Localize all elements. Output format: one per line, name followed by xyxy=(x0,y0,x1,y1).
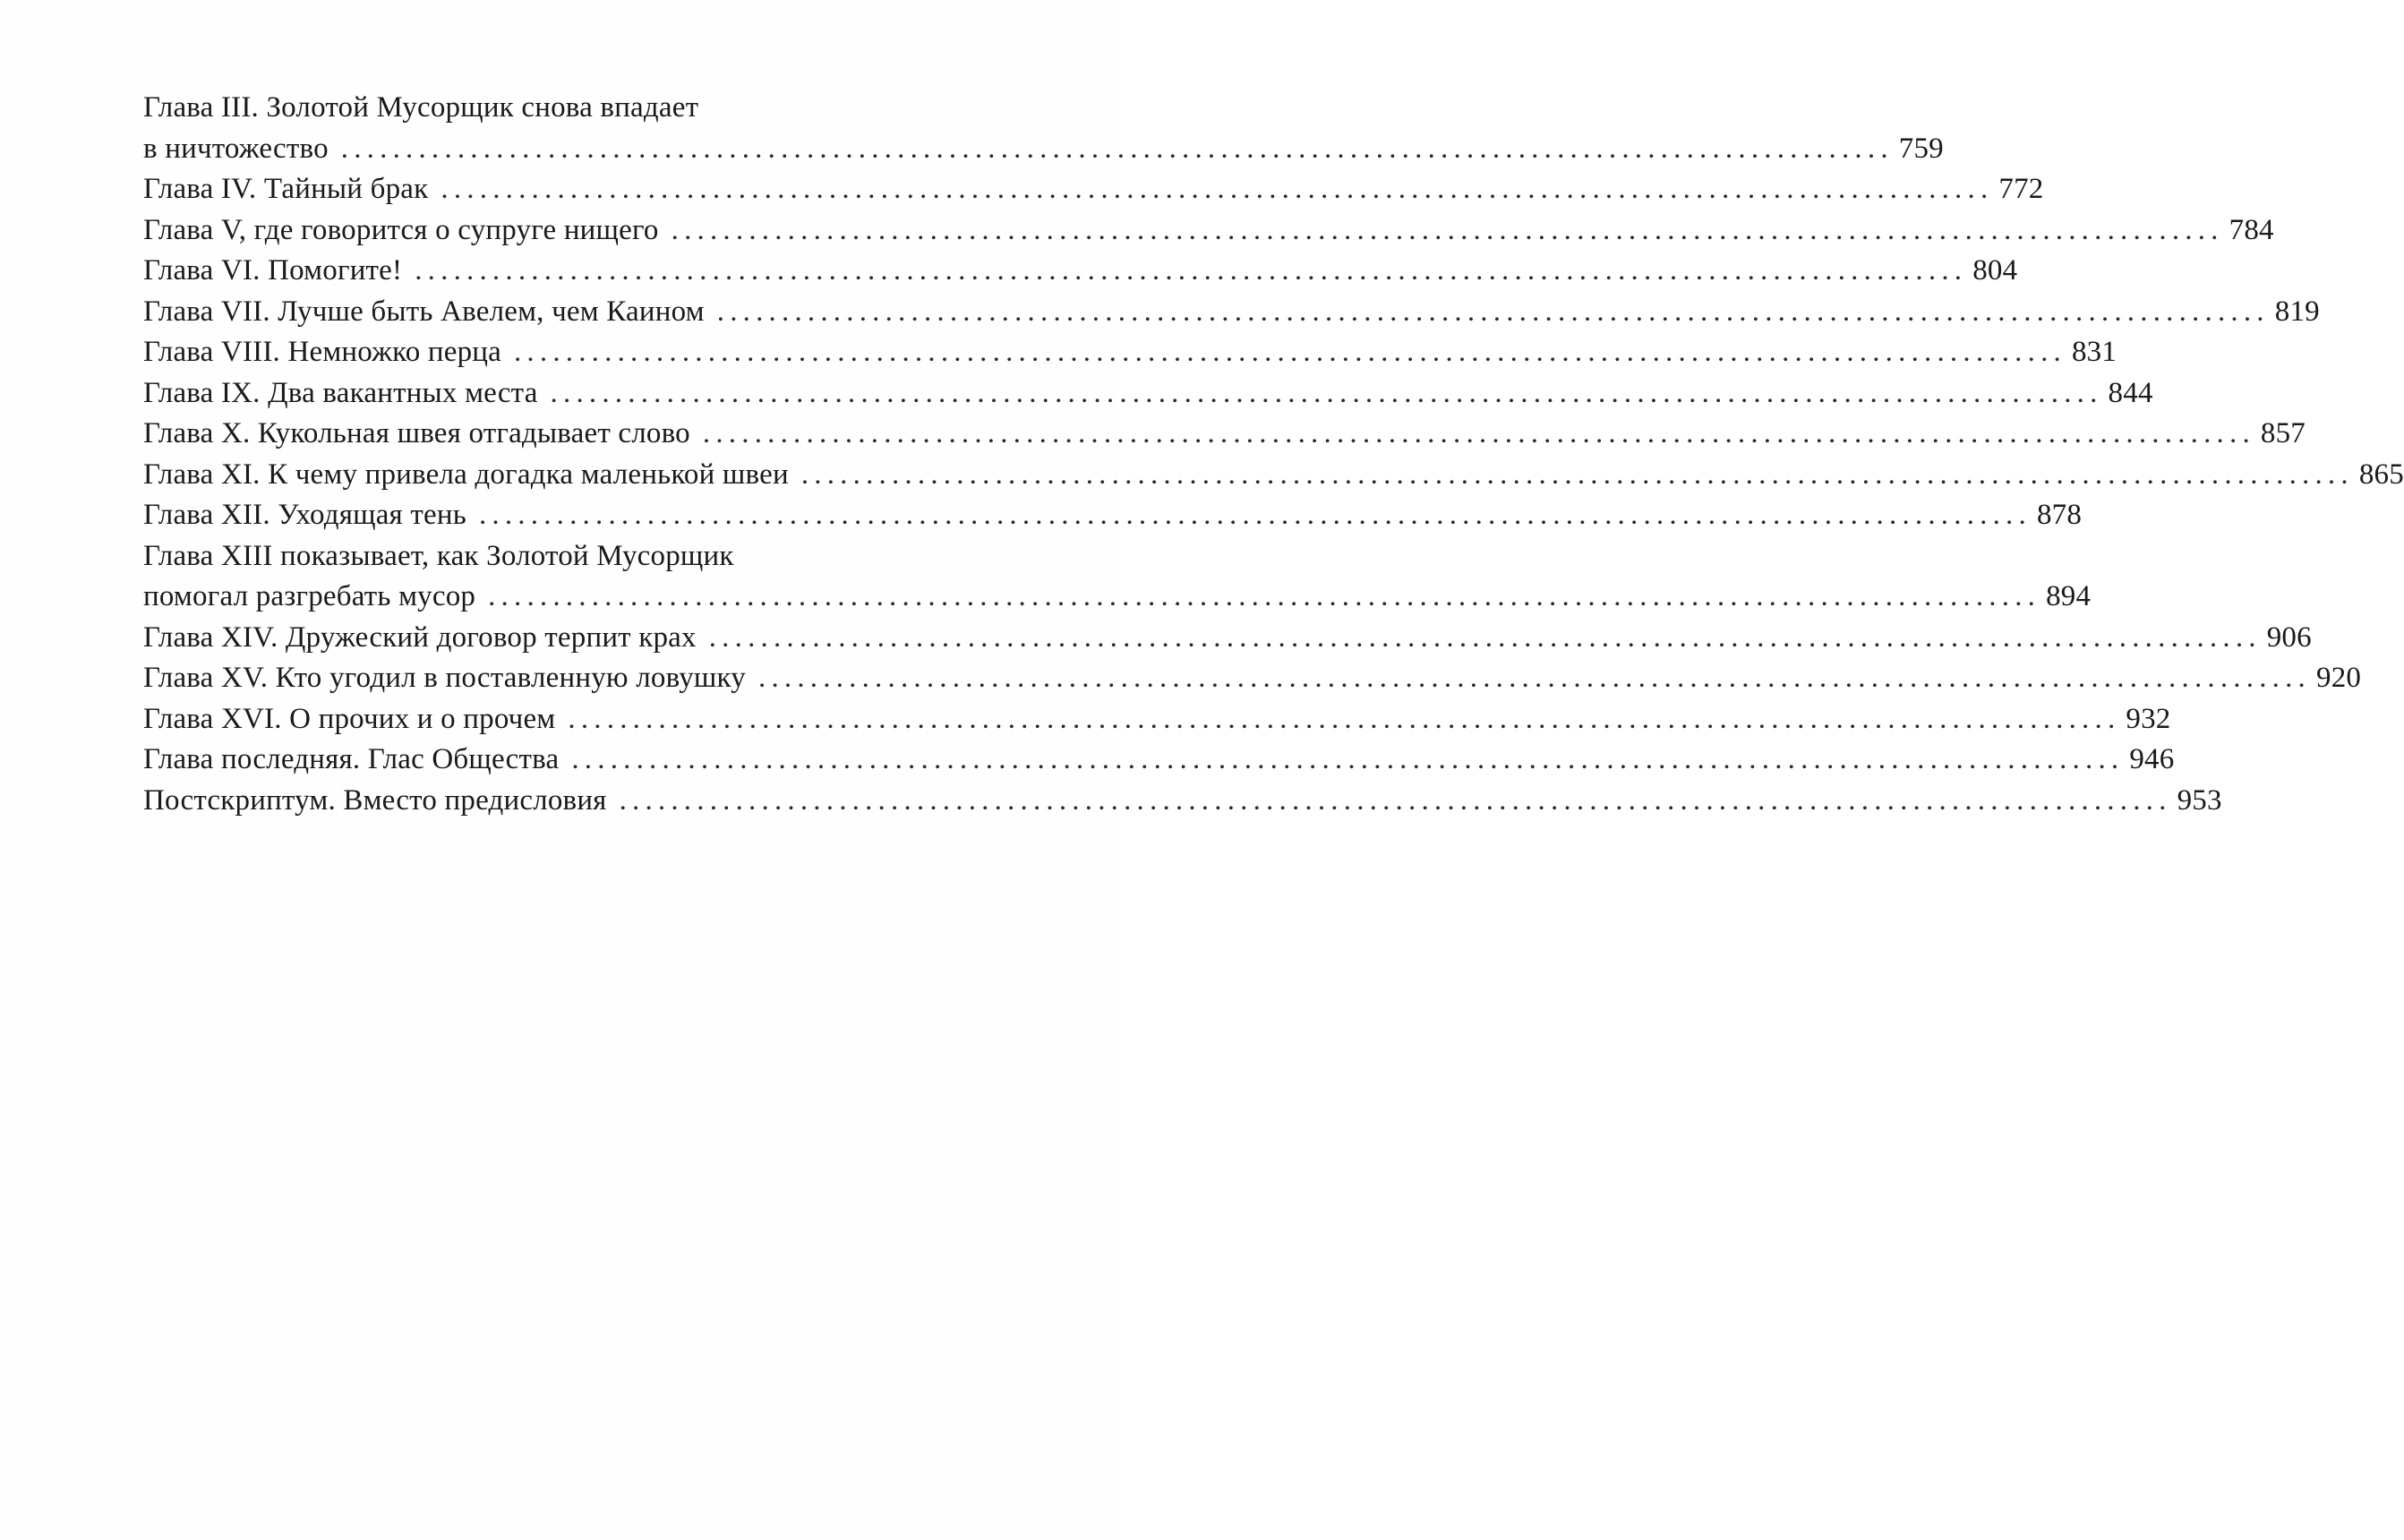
dot-leader: ........................................................................................................................ xyxy=(671,213,2224,246)
toc-entry-page-number: 831 xyxy=(2071,336,2117,368)
toc-entry-title-line: помогал разгребать мусор xyxy=(143,580,476,612)
toc-entry-page-number: 894 xyxy=(2046,580,2092,612)
toc-entry-title-line: Глава VI. Помогите! xyxy=(143,254,403,287)
toc-entry-page-number: 819 xyxy=(2274,295,2320,328)
toc-entry-page-number: 946 xyxy=(2129,743,2175,775)
toc-entry-title-line: Глава IX. Два вакантных места xyxy=(143,376,538,409)
toc-entry-page-number: 772 xyxy=(1998,173,2044,205)
dot-leader: ........................................................................................................................ xyxy=(800,458,2354,491)
dot-leader: ........................................................................................................................ xyxy=(415,254,1968,287)
table-of-contents xyxy=(143,88,2404,821)
toc-entry-last-line xyxy=(143,699,2171,740)
toc-entry xyxy=(143,292,2320,333)
toc-entry-page-number: 759 xyxy=(1898,132,1944,165)
dot-leader: ........................................................................................................................ xyxy=(488,580,2041,612)
toc-entry xyxy=(143,455,2404,496)
toc-entry-last-line xyxy=(143,455,2404,496)
toc-entry-title-line: Глава XII. Уходящая тень xyxy=(143,499,466,531)
toc-entry-title-line: Глава VIII. Немножко перца xyxy=(143,336,501,368)
toc-entry-last-line xyxy=(143,740,2175,781)
toc-entry-last-line xyxy=(143,169,2044,210)
dot-leader: ........................................................................................................................ xyxy=(478,499,2032,531)
toc-entry-page-number: 906 xyxy=(2266,620,2312,654)
dot-leader: ........................................................................................................................ xyxy=(441,173,1994,205)
toc-entry-last-line xyxy=(143,251,2018,292)
toc-entry-title-line: Глава XVI. О прочих и о прочем xyxy=(143,702,556,735)
toc-entry-title-line: Глава X. Кукольная швея отгадывает слово xyxy=(143,417,690,449)
toc-entry-last-line xyxy=(143,292,2320,333)
toc-entry-title-line: Глава III. Золотой Мусорщик снова впадает xyxy=(143,91,699,124)
toc-entry xyxy=(143,699,2171,740)
toc-entry xyxy=(143,658,2362,699)
toc-entry-page-number: 920 xyxy=(2316,662,2362,694)
toc-entry-page-number: 878 xyxy=(2036,499,2083,531)
toc-entry xyxy=(143,495,2083,536)
toc-entry-page-number: 865 xyxy=(2358,458,2404,491)
toc-entry xyxy=(143,618,2312,659)
toc-entry xyxy=(143,781,2222,822)
toc-entry xyxy=(143,414,2306,455)
toc-entry xyxy=(143,169,2044,210)
toc-entry-title-line: Глава XIV. Дружеский договор терпит крах xyxy=(143,620,697,654)
dot-leader: ........................................................................................................................ xyxy=(340,132,1894,165)
toc-entry-title-line: Глава V, где говорится о супруге нищего xyxy=(143,213,659,246)
toc-entry xyxy=(143,88,1944,169)
toc-entry-last-line xyxy=(143,781,2222,822)
toc-entry-last-line xyxy=(143,577,2092,618)
toc-entry xyxy=(143,332,2117,373)
toc-entry-last-line xyxy=(143,210,2274,252)
toc-entry-title-line: Глава VII. Лучше быть Авелем, чем Каином xyxy=(143,295,705,328)
dot-leader: ........................................................................................................................ xyxy=(716,295,2270,328)
dot-leader: ........................................................................................................................ xyxy=(568,702,2121,735)
dot-leader: ........................................................................................................................ xyxy=(702,417,2255,449)
toc-entry-title-line: Глава XV. Кто угодил в поставленную ловушку xyxy=(143,662,746,694)
toc-entry-title-line: Глава XI. К чему привела догадка маленькой швеи xyxy=(143,458,789,491)
toc-entry-page-number: 784 xyxy=(2229,213,2274,246)
toc-entry xyxy=(143,373,2153,415)
dot-leader: ........................................................................................................................ xyxy=(571,743,2125,775)
dot-leader: ........................................................................................................................ xyxy=(550,376,2103,409)
toc-entry-title-line: Глава последняя. Глас Общества xyxy=(143,743,560,775)
toc-entry-last-line xyxy=(143,373,2153,415)
toc-entry-page-number: 932 xyxy=(2126,702,2171,735)
dot-leader: ........................................................................................................................ xyxy=(619,783,2172,817)
toc-entry-title-line: Постскриптум. Вместо предисловия xyxy=(143,783,607,817)
toc-entry xyxy=(143,251,2018,292)
toc-entry-page-number: 844 xyxy=(2108,376,2153,409)
toc-entry-title-line: Глава XIII показывает, как Золотой Мусорщик xyxy=(143,539,734,572)
toc-entry-page-number: 953 xyxy=(2177,783,2222,817)
dot-leader: ........................................................................................................................ xyxy=(758,662,2311,694)
dot-leader: ........................................................................................................................ xyxy=(708,620,2262,654)
toc-entry-title-line: в ничтожество xyxy=(143,132,329,165)
toc-entry-last-line xyxy=(143,332,2117,373)
toc-entry-last-line xyxy=(143,618,2312,659)
dot-leader: ........................................................................................................................ xyxy=(513,336,2066,368)
toc-entry xyxy=(143,536,2092,618)
toc-entry-title-line: Глава IV. Тайный брак xyxy=(143,173,429,205)
toc-entry xyxy=(143,740,2175,781)
toc-entry-last-line xyxy=(143,658,2362,699)
toc-entry-last-line xyxy=(143,495,2083,536)
toc-entry-last-line xyxy=(143,414,2306,455)
toc-entry xyxy=(143,210,2274,252)
toc-entry-last-line xyxy=(143,129,1944,170)
toc-entry-page-number: 804 xyxy=(1972,254,2018,287)
toc-entry-page-number: 857 xyxy=(2260,417,2306,449)
